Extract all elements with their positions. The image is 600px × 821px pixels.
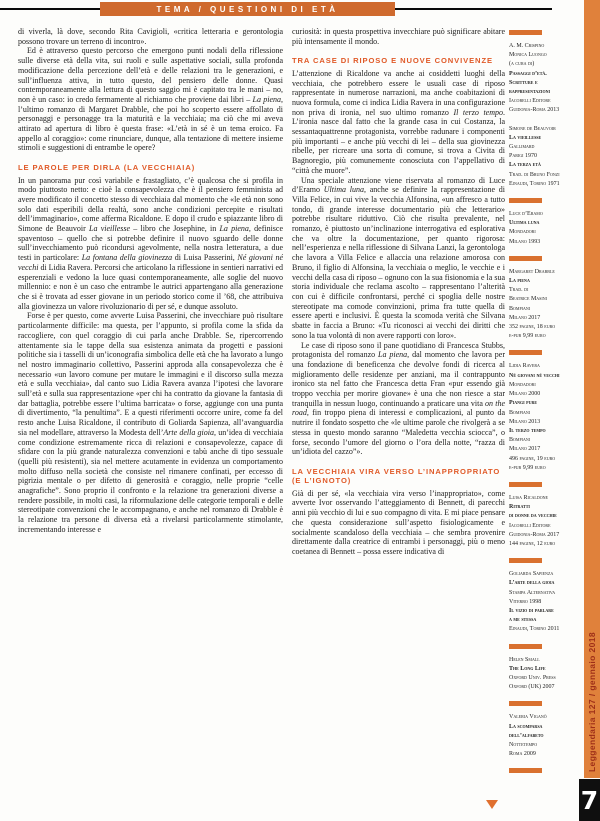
paragraph: Una speciale attenzione viene riservata al romanzo di Luce d’Eramo Ultima luna, anche se definire la rappresentazione di Villa Felice, in cui vive la vecchia Alfonsina, «un affresco a tutto tondo, di grande interesse documentario più che letterario» potrebbe risultare riduttivo. Ciò che risulta prevalente, nel romanzo, è piuttosto un’inclinazione interrogativa ed esplorativa che va oltre la documentazione, per quanto rigorosa: nell’esperienza e nella riflessione di Silvana Lanzi, la gerontologa che lavora a Villa Felice e allaccia una relazione amorosa con Bruno, il figlio di Alfonsina, la vecchiaia o meglio, le vecchie e i vecchi della casa di riposo – ognuno con la sua fisionomia e la sua storia individuale che reclama ascolto – rappresentano l’alterità con cui è difficile confrontarsi, perché ci spoglia delle nostre stereotipate ma comode convinzioni, prima fra tutte quella di essere aperti e inclusivi. È questa la scomoda verità che Silvana sbatte in faccia a Bruno: «Tu riconosci ai vecchi dei diritti che sono la tua volontà di non avere rapporti con loro». (292, 175, 505, 340)
bibliography-line: Nottetempo (509, 741, 538, 748)
bibliography-line: Valeria Viganò (509, 714, 547, 721)
bibliography-line: Il vizio di parlare (509, 607, 554, 614)
bibliography-divider (509, 30, 542, 35)
bibliography-line: Trad. di Bruno Fonzi (509, 171, 560, 178)
bibliography-divider (509, 198, 542, 203)
bibliography-line: Guidonia-Roma 2013 (509, 107, 560, 114)
bibliography-line: Milano 2017 (509, 314, 541, 321)
bibliography-line: Iacobelli Editore (509, 98, 551, 105)
paragraph: di viverla, là dove, secondo Rita Cavigioli, «critica letteraria e gerontologia possono trovare un terreno di incontro». (18, 27, 283, 46)
bibliography-line: Roma 2009 (509, 751, 536, 758)
section-title-band (100, 2, 395, 16)
bibliography-line: Beatrice Masini (509, 296, 547, 303)
bibliography-line: e-pub 9,99 euro (509, 333, 546, 340)
bibliography-line: 144 pagine, 12 euro (509, 540, 556, 547)
bibliography-line: Milano 2017 (509, 446, 541, 453)
bibliography-line: Goliarda Sapienza (509, 571, 554, 578)
bibliography-line: Bompiani (509, 409, 531, 416)
bibliography-line: Trad. di (509, 287, 529, 294)
paragraph: Ed è attraverso questo percorso che emergono punti nodali della riflessione sulle diverse età della vita, sui ruoli e sulle aspettative sociali, sulla profonda modificazione della percezione dell’età e delle relazioni tra le generazioni, e sull’influenza attiva, in tutto questo, del pensiero delle donne. Quasi contemporaneamente alla lettura di questo saggio mi è capitato tra le mani – no, non è un caso: io credo fermamente al richiamo che proviene dai libri – La piena, l’ultimo romanzo di Margaret Drabble, che poi ho scoperto essere affollato di personaggi e personagge tra la maturità e la vecchiaia; ma ciò che mi aveva attirato ad apertura di libro è questa frase: «L’età in sé è un tema eroico. Fa appello al coraggio»: come rinunciare, dunque, alla tentazione di mettere insieme stimoli e suggestioni di entrambe le opere? (18, 46, 283, 153)
bibliography-divider (509, 644, 542, 649)
bibliography-line: Milano 2000 (509, 391, 541, 398)
bibliography-line: Bompiani (509, 437, 531, 444)
bibliography-line: a me stessa (509, 617, 537, 624)
bibliography-divider (509, 256, 542, 261)
bibliography-line: dell’alfabeto (509, 732, 544, 739)
paragraph: Già di per sé, «la vecchiaia vira verso l’inappropriato», come avverte Ivor osservando l’atteggiamento di Bennett, di parecchi anni più vecchio di lui e suo compagno di vita. E mi piace pensare che questa considerazione sull’aspetto fisiologicamente e socialmente scandaloso della vecchiaia – che sembra provenire direttamente dalla creatrice di entrambi i personaggi, più o meno coetanea di Bennett – possa essere indicativa di (292, 488, 505, 556)
bibliography-line: La terza età (509, 162, 541, 169)
middle-column (292, 27, 505, 793)
bibliography-line: Milano 2013 (509, 418, 541, 425)
bibliography-line: La piena (509, 278, 530, 285)
bibliography-line: Ultima luna (509, 220, 540, 227)
bibliography-line: e-pub 9,99 euro (509, 464, 546, 471)
bibliography (509, 30, 561, 780)
bibliography-line: di donne da vecchie (509, 513, 557, 520)
bibliography-entry (509, 125, 561, 189)
bibliography-line: Piangi pure (509, 400, 538, 407)
bibliography-line: Scritture e (509, 79, 538, 86)
bibliography-divider (509, 482, 542, 487)
bibliography-line: Milano 1993 (509, 238, 541, 245)
bibliography-divider (509, 701, 542, 706)
bibliography-line: Guidonia-Roma 2017 (509, 531, 560, 538)
bibliography-line: 496 pagine, 19 euro (509, 455, 556, 462)
bibliography-line: Einaudi, Torino 1971 (509, 180, 560, 187)
paragraph: Le case di riposo sono il pane quotidiano di Francesca Stubbs, protagonista del romanzo La piena, dal momento che lavora per una fondazione di beneficenza che devolve fondi di ricerca al miglioramento delle residenze per anziani, ma il contrappunto ironico sta nel fatto che Francesca detta Fran «pur essendo già troppo vecchia per morire giovane» è una che non riesce a star tranquilla in nessun luogo, continuando a praticare una vita on the road, fin troppo piena di interessi e complicazioni, al punto da nutrire il fondato sospetto che «le ultime parole che rivolgerà a se stessa in questo mondo saranno “Maledetta vecchia sciocca”, o forse, secondo l’umore del giorno o l’ora della notte, “razza di un’idiota del cazzo”». (292, 340, 505, 457)
bibliography-entry (509, 210, 561, 247)
bibliography-entry (509, 570, 561, 634)
bibliography-entry (509, 362, 561, 472)
page-number-box (579, 779, 600, 821)
bibliography-entry (509, 42, 561, 116)
bibliography-line: Bompiani (509, 305, 531, 312)
bibliography-line: Gallimard (509, 144, 535, 151)
bibliography-line: (a cura di) (509, 61, 535, 68)
bibliography-line: Il terzo tempo (509, 427, 546, 434)
section-title: TEMA / QUESTIONI DI ETÀ (156, 4, 339, 14)
bibliography-line: Oxford (UK) 2007 (509, 684, 555, 691)
bibliography-line: Luisa Ricaldone (509, 494, 548, 501)
bibliography-line: Monica Luongo (509, 52, 547, 59)
section-heading: LE PAROLE PER DIRLA (LA VECCHIAIA) (18, 163, 196, 173)
bibliography-line: A. M. Crispino (509, 43, 545, 49)
paragraph: curiosità: in questa prospettiva invecchiare può significare abitare più intensamente il mondo. (292, 27, 505, 46)
page-number: 7 (580, 785, 599, 815)
bibliography-entry (509, 268, 561, 342)
section-heading: TRA CASE DI RIPOSO E NUOVE CONVIVENZE (292, 56, 493, 66)
bibliography-line: 352 pagine, 18 euro (509, 324, 556, 331)
bibliography-line: Helen Small (509, 656, 540, 663)
section-heading: LA VECCHIAIA VIRA VERSO L’INAPPROPRIATO (E L’IGNOTO) (292, 466, 501, 486)
bibliography-line: Mondadori (509, 229, 536, 236)
bibliography-line: L’arte della gioia (509, 580, 555, 587)
bibliography-line: Margaret Drabble (509, 268, 555, 275)
bibliography-divider (509, 558, 542, 563)
bibliography-line: Viterbo 1998 (509, 598, 542, 605)
continuation-arrow-icon (486, 800, 498, 809)
bibliography-line: Luce d’Eramo (509, 211, 543, 218)
bibliography-line: The Long Life (509, 665, 546, 672)
paragraph: In un panorama pur così variabile e frastagliato, c’è qualcosa che si profila in modo piuttosto netto: e cioè la consapevolezza che è il pensiero femminista ad avere modificato il concetto stesso di vecchiaia dal momento che «le età non sono solo dati esperibili della realtà, sono anche condizioni percepite e risultati dell’immaginario», come afferma Ricaldone. E dopo il crudo e spiazzante libro di Simone de Beauvoir La vieillesse – libro che Josephine, in La piena, definisce spaventoso – quello che si potrebbe definire il nuovo sguardo delle donne sull’invecchiamento può ricondursi agevolmente, nella nostra letteratura, a due testi in particolare: La fontana della giovinezza di Luisa Passerini, Né giovani né vecchi di Lidia Ravera. Percorsi che articolano la riflessione in sentieri narrativi ed esperenziali e vedono la luce quasi contemporaneamente, alle soglie del nuovo millennio: e non è un caso che entrambe le autrici appartengano alla generazione che si è trovata ad esser giovane in un periodo storico come il ’68, che attribuiva alla giovinezza un valore rivoluzionario di per sé, e dunque assoluto. (18, 175, 283, 311)
issue-label: Leggendaria 127 / gennaio 2018 (587, 631, 597, 772)
bibliography-line: Mondadori (509, 381, 536, 388)
bibliography-line: Stampa Alternativa (509, 589, 556, 596)
bibliography-line: Iacobelli Editore (509, 522, 551, 529)
bibliography-divider (509, 768, 542, 773)
bibliography-entry (509, 656, 561, 693)
bibliography-line: Lidia Ravera (509, 363, 540, 370)
left-column (18, 27, 283, 793)
bibliography-line: Ritratti (509, 504, 530, 511)
bibliography-line: Né giovani né vecchi (509, 372, 560, 379)
issue-bar (584, 0, 600, 778)
bibliography-line: La vieillesse (509, 134, 542, 141)
paragraph: L’attenzione di Ricaldone va anche ai cosiddetti luoghi della vecchiaia, che potrebbero essere le usuali case di riposo rappresentate in numerose narrazioni, ma anche coabitazioni di nuova formula, come ci indica Lidia Ravera in una configurazione non priva di ironia, nel suo ultimo romanzo Il terzo tempo. L’ironia nasce dal fatto che la grande casa in cui Costanza, la sessantaquattrenne protagonista, vorrebbe radunare i componenti più importanti – e anche più vecchi di lei – della sua giovinezza ribelle, per ricreare una sorta di comune, si trova a Civita di Bagnoregio, più comunemente conosciuta con l’appellativo di “città che muore”. (292, 68, 505, 175)
bibliography-line: Parigi 1970 (509, 153, 537, 160)
bibliography-line: Simone de Beauvoir (509, 125, 556, 132)
bibliography-entry (509, 713, 561, 759)
bibliography-entry (509, 494, 561, 549)
bibliography-line: La scomparsa (509, 723, 543, 730)
paragraph: Forse è per questo, come avverte Luisa Passerini, che invecchiare può risultare particolarmente difficile: ma questa, per l’appunto, si profila come la sfida da raccogliere, con quel coraggio di cui parla anche Drabble. Se, ripercorrendo attentamente sia le tappe della sua esistenza animata da progetti e passioni politiche sia i tasselli di un’iconografia simbolica delle età che ha lavorato a lungo nel nostro immaginario collettivo, Passerini approda alla consapevolezza che è necessario «un lavoro comune per mutare le immagini e il discorso sulla mezza età e sulla vecchiaia», dal canto suo Lidia Ravera avanza l’ipotesi che lavorare sull’età e sulla sua rappresentazione «per chi ha contratto da giovane la fantasia di dar battaglia, potrebbe essere l’ultima barricata» o forse, aggiunge con una punta di divertimento, “la penultima”. E a questi riferimenti occorre unire, come fa del resto anche Luisa Ricaldone, il contributo di Goliarda Sapienza, all’avanguardia sia nel modellare, attraverso la Modesta dell’Arte della gioia, un’idea di vecchiaia come condizione estremamente ricca di relazioni e consapevolezze, capace di sfidare con la più grande naturalezza convenzioni e tabù anche di tipo sessuale (quelli più resistenti), sia nel mettere acutamente in evidenza un comportamento molto diffuso nella società che consiste nel rimanere confinati, per eccesso di pigrizia mentale o per difetto di generosità e coraggio, nelle proprie “celle anagrafiche”. Sono proprio il confronto e la relazione tra generazioni diverse a rendere possibile, in molti casi, la riformulazione delle categorie temporali e delle stereotipate convenzioni che le accompagnano, e anche nel romanzo di Drabble è la relazione tra persone di diversa età a rivelarsi particolarmente stimolante, incrementando interesse e (18, 311, 283, 534)
bibliography-line: Passaggi d’età. (509, 70, 547, 77)
bibliography-line: rappresentazioni (509, 89, 551, 96)
bibliography-line: Oxford Univ. Press (509, 674, 556, 681)
bibliography-line: Einaudi, Torino 2011 (509, 626, 560, 633)
bibliography-divider (509, 350, 542, 355)
